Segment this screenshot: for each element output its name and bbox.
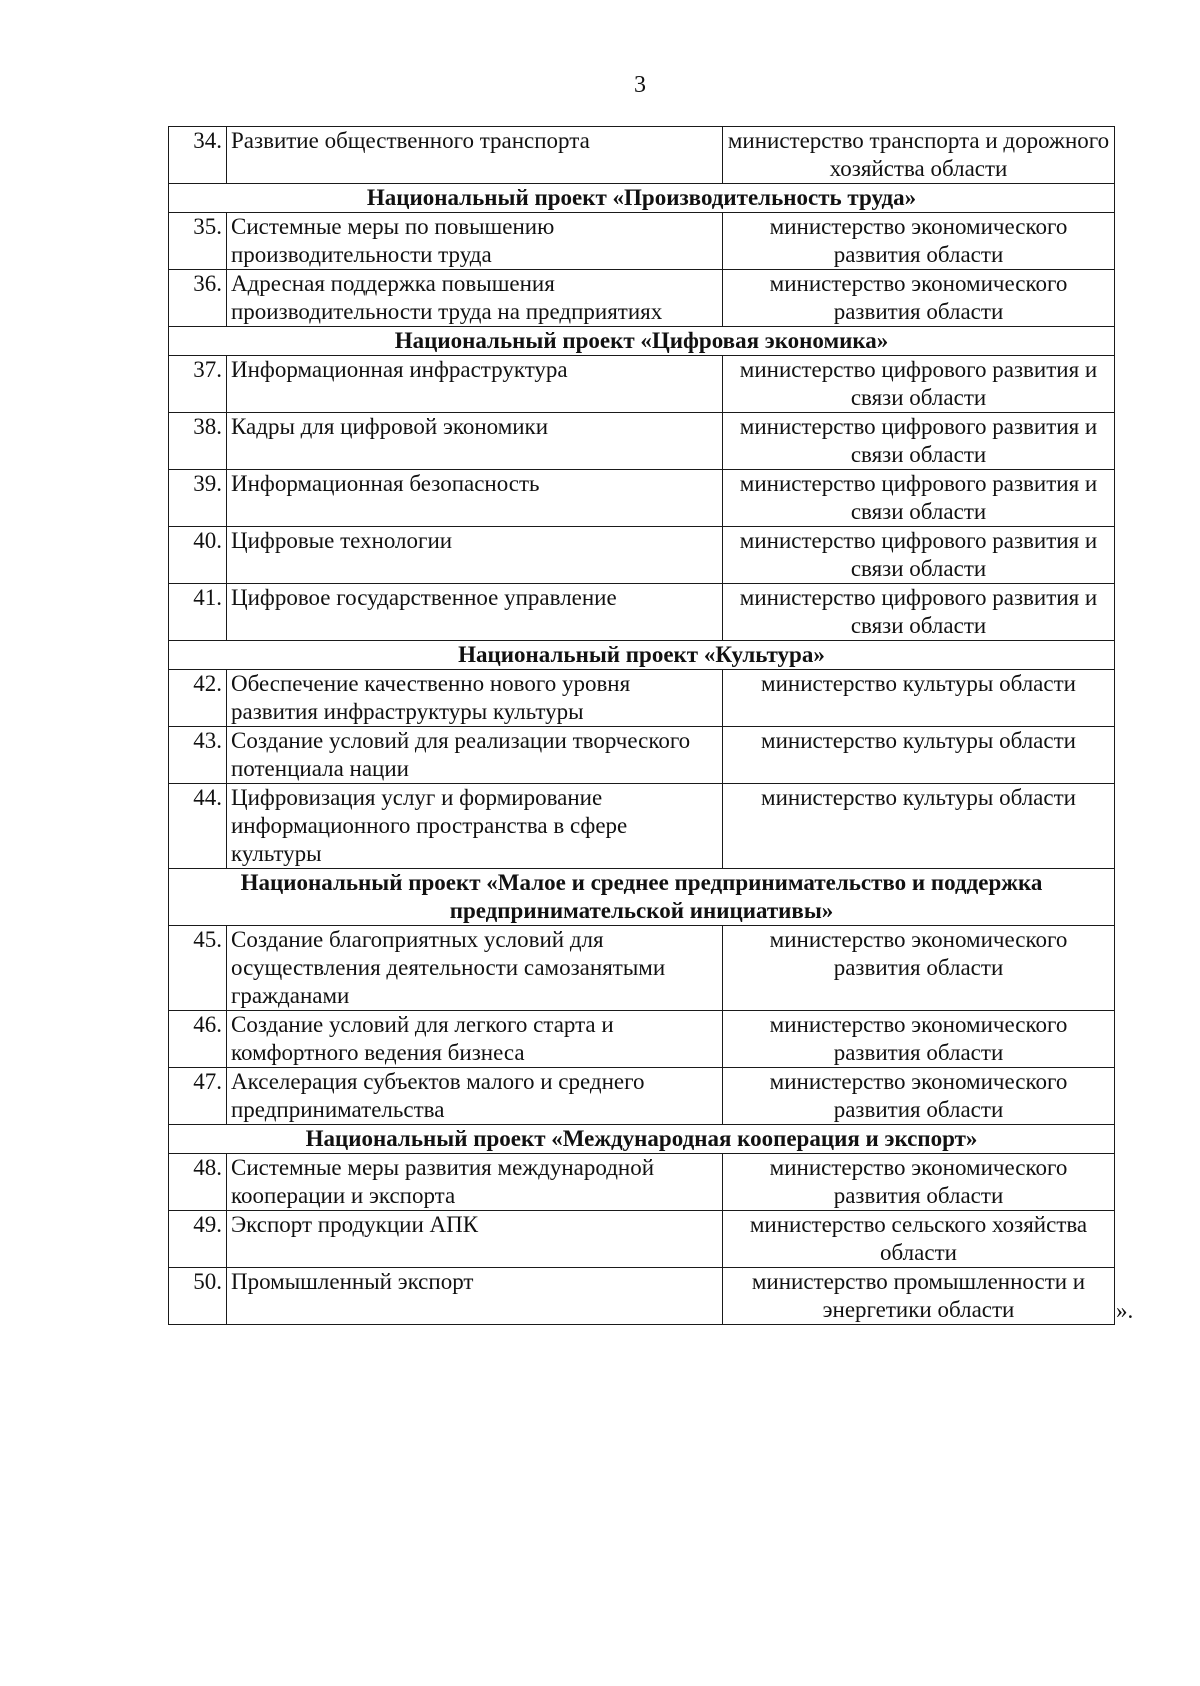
row-number: 40. <box>169 527 227 584</box>
responsible-ministry: министерство экономического развития области <box>723 1068 1115 1125</box>
row-number: 50. <box>169 1268 227 1325</box>
section-title: Национальный проект «Цифровая экономика» <box>169 327 1115 356</box>
responsible-ministry: министерство цифрового развития и связи области <box>723 584 1115 641</box>
project-title: Кадры для цифровой экономики <box>227 413 723 470</box>
row-number: 34. <box>169 127 227 184</box>
section-title: Национальный проект «Малое и среднее предпринимательство и поддержка предпринимательской инициативы» <box>169 869 1115 926</box>
table-row <box>169 1211 1115 1268</box>
project-title: Обеспечение качественно нового уровня развития инфраструктуры культуры <box>227 670 723 727</box>
table-row <box>169 413 1115 470</box>
table-row <box>169 926 1115 1011</box>
responsible-ministry: министерство культуры области <box>723 727 1115 784</box>
projects-table <box>168 126 1115 1325</box>
table-row <box>169 470 1115 527</box>
section-header-row <box>169 1125 1115 1154</box>
section-header-row <box>169 184 1115 213</box>
section-header-row <box>169 641 1115 670</box>
table-row <box>169 127 1115 184</box>
row-number: 37. <box>169 356 227 413</box>
responsible-ministry: министерство цифрового развития и связи области <box>723 527 1115 584</box>
project-title: Промышленный экспорт <box>227 1268 723 1325</box>
project-title: Создание условий для реализации творческого потенциала нации <box>227 727 723 784</box>
responsible-ministry: министерство экономического развития области <box>723 1154 1115 1211</box>
responsible-ministry: министерство экономического развития области <box>723 926 1115 1011</box>
responsible-ministry: министерство цифрового развития и связи области <box>723 356 1115 413</box>
project-title: Экспорт продукции АПК <box>227 1211 723 1268</box>
project-title: Акселерация субъектов малого и среднего предпринимательства <box>227 1068 723 1125</box>
table-row <box>169 527 1115 584</box>
table-row <box>169 1268 1115 1325</box>
project-title: Цифровое государственное управление <box>227 584 723 641</box>
row-number: 49. <box>169 1211 227 1268</box>
row-number: 42. <box>169 670 227 727</box>
table-row <box>169 356 1115 413</box>
section-title: Национальный проект «Международная кооперация и экспорт» <box>169 1125 1115 1154</box>
project-title: Информационная безопасность <box>227 470 723 527</box>
responsible-ministry: министерство экономического развития области <box>723 213 1115 270</box>
page-number: 3 <box>634 72 646 98</box>
row-number: 46. <box>169 1011 227 1068</box>
table-row <box>169 213 1115 270</box>
row-number: 45. <box>169 926 227 1011</box>
responsible-ministry: министерство промышленности и энергетики области <box>723 1268 1115 1325</box>
table-row <box>169 270 1115 327</box>
project-title: Системные меры развития международной кооперации и экспорта <box>227 1154 723 1211</box>
section-title: Национальный проект «Культура» <box>169 641 1115 670</box>
section-title: Национальный проект «Производительность труда» <box>169 184 1115 213</box>
table-row <box>169 1011 1115 1068</box>
row-number: 36. <box>169 270 227 327</box>
row-number: 48. <box>169 1154 227 1211</box>
table-row <box>169 584 1115 641</box>
project-title: Создание благоприятных условий для осуществления деятельности самозанятыми гражданами <box>227 926 723 1011</box>
projects-table-body <box>169 127 1115 1325</box>
project-title: Цифровые технологии <box>227 527 723 584</box>
row-number: 35. <box>169 213 227 270</box>
project-title: Развитие общественного транспорта <box>227 127 723 184</box>
project-title: Цифровизация услуг и формирование информационного пространства в сфере культуры <box>227 784 723 869</box>
table-row <box>169 670 1115 727</box>
project-title: Создание условий для легкого старта и комфортного ведения бизнеса <box>227 1011 723 1068</box>
responsible-ministry: министерство экономического развития области <box>723 270 1115 327</box>
responsible-ministry: министерство культуры области <box>723 784 1115 869</box>
section-header-row <box>169 327 1115 356</box>
responsible-ministry: министерство культуры области <box>723 670 1115 727</box>
row-number: 39. <box>169 470 227 527</box>
responsible-ministry: министерство сельского хозяйства области <box>723 1211 1115 1268</box>
table-row <box>169 784 1115 869</box>
project-title: Системные меры по повышению производительности труда <box>227 213 723 270</box>
row-number: 44. <box>169 784 227 869</box>
section-header-row <box>169 869 1115 926</box>
row-number: 38. <box>169 413 227 470</box>
responsible-ministry: министерство транспорта и дорожного хозяйства области <box>723 127 1115 184</box>
responsible-ministry: министерство экономического развития области <box>723 1011 1115 1068</box>
responsible-ministry: министерство цифрового развития и связи области <box>723 413 1115 470</box>
table-row <box>169 1154 1115 1211</box>
project-title: Адресная поддержка повышения производительности труда на предприятиях <box>227 270 723 327</box>
project-title: Информационная инфраструктура <box>227 356 723 413</box>
row-number: 43. <box>169 727 227 784</box>
table-row <box>169 1068 1115 1125</box>
closing-quote-mark: ». <box>1116 1298 1134 1323</box>
row-number: 47. <box>169 1068 227 1125</box>
responsible-ministry: министерство цифрового развития и связи области <box>723 470 1115 527</box>
row-number: 41. <box>169 584 227 641</box>
table-row <box>169 727 1115 784</box>
